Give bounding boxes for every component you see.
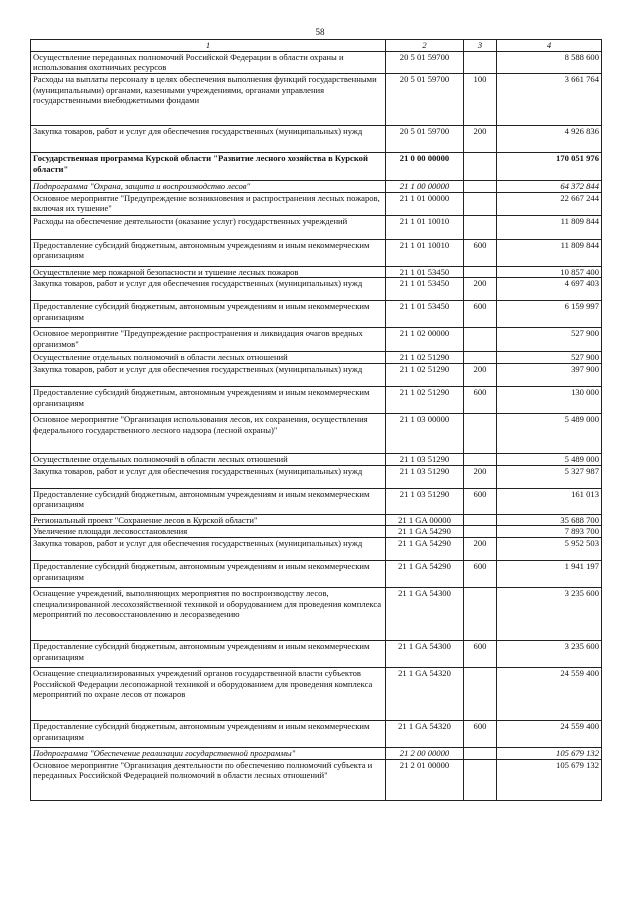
row-amount: 130 000 (497, 386, 602, 413)
row-name: Осуществление переданных полномочий Российской Федерации в области охраны и использования охотничьих ресурсов (31, 51, 386, 73)
row-name: Закупка товаров, работ и услуг для обеспечения государственных (муниципальных) нужд (31, 363, 386, 386)
row-amount: 161 013 (497, 488, 602, 514)
row-name: Предоставление субсидий бюджетным, автономным учреждениям и иным некоммерческим организациям (31, 488, 386, 514)
row-code: 21 1 GA 54290 (386, 560, 464, 587)
row-amount: 5 489 000 (497, 413, 602, 453)
row-expense-type (464, 759, 497, 800)
row-amount: 3 661 764 (497, 73, 602, 125)
table-row (31, 413, 602, 453)
row-code: 21 1 02 51290 (386, 386, 464, 413)
row-amount: 24 559 400 (497, 720, 602, 747)
row-expense-type: 600 (464, 386, 497, 413)
row-code: 21 1 01 53450 (386, 301, 464, 328)
row-name: Основное мероприятие "Предупреждение распространения и ликвидация очагов вредных организмов" (31, 328, 386, 352)
row-expense-type (464, 453, 497, 465)
row-amount: 11 809 844 (497, 239, 602, 266)
table-row (31, 720, 602, 747)
row-amount: 11 809 844 (497, 215, 602, 239)
row-code: 21 1 03 51290 (386, 453, 464, 465)
header-col-3: 3 (464, 40, 497, 52)
row-name: Основное мероприятие "Организация деятельности по обеспечению полномочий субъекта и переданных Российской Федерацией полномочий в области лесных отношений" (31, 759, 386, 800)
row-expense-type: 600 (464, 239, 497, 266)
row-name: Осуществление мер пожарной безопасности и тушение лесных пожаров (31, 266, 386, 278)
table-row (31, 180, 602, 192)
table-row (31, 352, 602, 364)
row-amount: 527 900 (497, 352, 602, 364)
row-amount: 22 667 244 (497, 192, 602, 215)
row-amount: 5 952 503 (497, 537, 602, 560)
row-name: Предоставление субсидий бюджетным, автономным учреждениям и иным некоммерческим организациям (31, 239, 386, 266)
row-name: Предоставление субсидий бюджетным, автономным учреждениям и иным некоммерческим организациям (31, 720, 386, 747)
table-row (31, 537, 602, 560)
table-row (31, 125, 602, 152)
row-amount: 24 559 400 (497, 667, 602, 720)
row-code: 21 1 GA 54300 (386, 587, 464, 640)
header-col-2: 2 (386, 40, 464, 52)
row-expense-type (464, 152, 497, 180)
table-row (31, 514, 602, 526)
table-row (31, 759, 602, 800)
row-name: Государственная программа Курской области "Развитие лесного хозяйства в Курской области" (31, 152, 386, 180)
row-expense-type (464, 514, 497, 526)
row-name: Осуществление отдельных полномочий в области лесных отношений (31, 453, 386, 465)
row-expense-type: 200 (464, 278, 497, 301)
row-amount: 4 926 836 (497, 125, 602, 152)
row-name: Расходы на обеспечение деятельности (оказание услуг) государственных учреждений (31, 215, 386, 239)
row-name: Оснащение специализированных учреждений органов государственной власти субъектов Российской Федерации лесопожарной техникой и оборудованием для проведения комплекса мероприятий по охране лесов от пожаров (31, 667, 386, 720)
row-code: 21 1 01 10010 (386, 215, 464, 239)
row-name: Основное мероприятие "Предупреждение возникновения и распространения лесных пожаров, включая их тушение" (31, 192, 386, 215)
row-amount: 5 327 987 (497, 465, 602, 488)
row-code: 21 1 01 00000 (386, 192, 464, 215)
row-expense-type (464, 266, 497, 278)
row-name: Подпрограмма "Обеспечение реализации государственной программы" (31, 747, 386, 759)
table-row (31, 667, 602, 720)
row-amount: 397 900 (497, 363, 602, 386)
row-code: 20 5 01 59700 (386, 125, 464, 152)
table-row (31, 266, 602, 278)
row-expense-type: 600 (464, 640, 497, 667)
row-code: 21 1 03 51290 (386, 488, 464, 514)
row-expense-type (464, 413, 497, 453)
row-expense-type: 600 (464, 488, 497, 514)
row-expense-type (464, 180, 497, 192)
row-code: 21 1 03 51290 (386, 465, 464, 488)
table-row (31, 453, 602, 465)
row-expense-type: 600 (464, 720, 497, 747)
table-row (31, 488, 602, 514)
table-row (31, 73, 602, 125)
table-row (31, 152, 602, 180)
row-name: Закупка товаров, работ и услуг для обеспечения государственных (муниципальных) нужд (31, 278, 386, 301)
row-amount: 3 235 600 (497, 640, 602, 667)
row-code: 21 1 GA 54290 (386, 526, 464, 538)
row-expense-type (464, 747, 497, 759)
table-row (31, 386, 602, 413)
row-name: Предоставление субсидий бюджетным, автономным учреждениям и иным некоммерческим организациям (31, 560, 386, 587)
table-row (31, 526, 602, 538)
row-amount: 8 588 600 (497, 51, 602, 73)
row-name: Основное мероприятие "Организация использования лесов, их сохранения, осуществления федерального государственного лесного надзора (лесной охраны)" (31, 413, 386, 453)
row-name: Закупка товаров, работ и услуг для обеспечения государственных (муниципальных) нужд (31, 537, 386, 560)
table-row (31, 239, 602, 266)
row-amount: 5 489 000 (497, 453, 602, 465)
row-code: 21 2 01 00000 (386, 759, 464, 800)
row-expense-type (464, 51, 497, 73)
row-name: Закупка товаров, работ и услуг для обеспечения государственных (муниципальных) нужд (31, 125, 386, 152)
table-row (31, 587, 602, 640)
row-expense-type (464, 328, 497, 352)
row-amount: 1 941 197 (497, 560, 602, 587)
row-name: Увеличение площади лесовосстановления (31, 526, 386, 538)
row-expense-type (464, 526, 497, 538)
row-amount: 6 159 997 (497, 301, 602, 328)
row-code: 21 1 01 53450 (386, 278, 464, 301)
row-code: 21 1 02 51290 (386, 352, 464, 364)
row-name: Оснащение учреждений, выполняющих мероприятия по воспроизводству лесов, специализированной лесохозяйственной техникой и оборудованием для проведения комплекса мероприятий по лесовосстановлению и лесоразведению (31, 587, 386, 640)
table-row (31, 363, 602, 386)
row-amount: 10 857 400 (497, 266, 602, 278)
table-row (31, 278, 602, 301)
row-expense-type: 200 (464, 363, 497, 386)
row-code: 21 1 GA 00000 (386, 514, 464, 526)
row-expense-type: 600 (464, 560, 497, 587)
row-amount: 527 900 (497, 328, 602, 352)
table-row (31, 301, 602, 328)
table-row (31, 560, 602, 587)
header-col-4: 4 (497, 40, 602, 52)
row-code: 21 1 GA 54300 (386, 640, 464, 667)
row-amount: 3 235 600 (497, 587, 602, 640)
row-expense-type (464, 192, 497, 215)
row-code: 20 5 01 59700 (386, 73, 464, 125)
table-row (31, 215, 602, 239)
row-name: Предоставление субсидий бюджетным, автономным учреждениям и иным некоммерческим организациям (31, 640, 386, 667)
row-code: 21 1 GA 54320 (386, 720, 464, 747)
row-name: Осуществление отдельных полномочий в области лесных отношений (31, 352, 386, 364)
row-code: 21 1 03 00000 (386, 413, 464, 453)
row-code: 21 1 GA 54290 (386, 537, 464, 560)
row-expense-type: 600 (464, 301, 497, 328)
row-amount: 105 679 132 (497, 747, 602, 759)
header-row (31, 40, 602, 52)
table-row (31, 51, 602, 73)
row-expense-type: 200 (464, 465, 497, 488)
table-row (31, 465, 602, 488)
table-row (31, 192, 602, 215)
row-expense-type (464, 667, 497, 720)
row-expense-type: 200 (464, 537, 497, 560)
row-amount: 170 051 976 (497, 152, 602, 180)
budget-table (30, 39, 602, 801)
row-name: Предоставление субсидий бюджетным, автономным учреждениям и иным некоммерческим организациям (31, 386, 386, 413)
row-expense-type (464, 352, 497, 364)
row-expense-type (464, 587, 497, 640)
row-code: 21 1 02 51290 (386, 363, 464, 386)
row-amount: 35 688 700 (497, 514, 602, 526)
row-code: 21 1 01 53450 (386, 266, 464, 278)
header-col-1: 1 (31, 40, 386, 52)
row-amount: 4 697 403 (497, 278, 602, 301)
table-row (31, 640, 602, 667)
row-expense-type: 200 (464, 125, 497, 152)
row-code: 21 1 00 00000 (386, 180, 464, 192)
row-expense-type: 100 (464, 73, 497, 125)
row-code: 21 1 02 00000 (386, 328, 464, 352)
row-amount: 7 893 700 (497, 526, 602, 538)
table-row (31, 747, 602, 759)
row-name: Закупка товаров, работ и услуг для обеспечения государственных (муниципальных) нужд (31, 465, 386, 488)
row-code: 21 1 01 10010 (386, 239, 464, 266)
row-code: 21 2 00 00000 (386, 747, 464, 759)
row-name: Предоставление субсидий бюджетным, автономным учреждениям и иным некоммерческим организациям (31, 301, 386, 328)
row-amount: 105 679 132 (497, 759, 602, 800)
table-row (31, 328, 602, 352)
row-code: 21 0 00 00000 (386, 152, 464, 180)
row-name: Расходы на выплаты персоналу в целях обеспечения выполнения функций государственными (муниципальными) органами, казенными учреждениями, органами управления государственными внебюджетными фондами (31, 73, 386, 125)
row-expense-type (464, 215, 497, 239)
page-number: 58 (315, 27, 325, 37)
row-code: 20 5 01 59700 (386, 51, 464, 73)
row-code: 21 1 GA 54320 (386, 667, 464, 720)
row-amount: 64 372 844 (497, 180, 602, 192)
row-name: Подпрограмма "Охрана, защита и воспроизводство лесов" (31, 180, 386, 192)
row-name: Региональный проект "Сохранение лесов в Курской области" (31, 514, 386, 526)
